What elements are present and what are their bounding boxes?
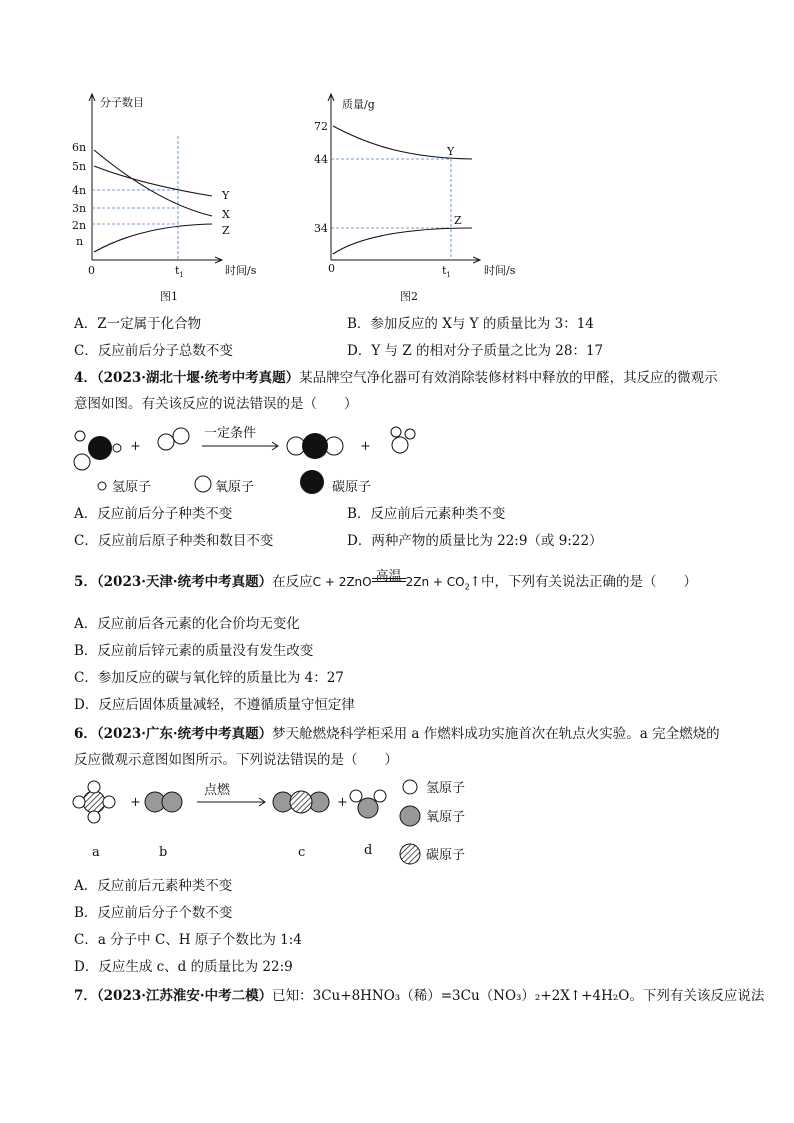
y-tick-label: 2n xyxy=(72,219,87,232)
y-tick-label: 6n xyxy=(72,141,87,154)
curve-label-x: X xyxy=(222,208,230,221)
molecule-label-a: a xyxy=(92,845,100,860)
legend-carbon-label: 碳原子 xyxy=(332,480,372,495)
curve-label-y: Y xyxy=(222,189,230,202)
option-c: C．a 分子中 C、H 原子个数比为 1:4 xyxy=(74,932,302,948)
curve-label-z: Z xyxy=(222,224,230,237)
y-tick-label: 34 xyxy=(314,222,328,235)
oxygen-molecule xyxy=(158,428,189,450)
y-tick-label: 5n xyxy=(72,160,87,173)
question-7-stem: 7．（2023·江苏淮安·中考二模）已知：3Cu+8HNO₃（稀）=3Cu（NO₃）₂+2X↑+4H₂O。下列有关该反应说法 xyxy=(74,988,765,1004)
legend-carbon-icon xyxy=(400,844,420,864)
molecule-label-b: b xyxy=(159,845,168,860)
reaction-condition: 一定条件 xyxy=(204,426,257,441)
carbon-dioxide-molecule xyxy=(273,791,329,813)
curve-x xyxy=(94,150,212,216)
y-axis-label: 质量/g xyxy=(342,98,375,111)
molecule-label-d: d xyxy=(364,843,373,858)
y-tick-label: 4n xyxy=(72,184,87,197)
legend-carbon-label: 碳原子 xyxy=(426,848,466,863)
option-c: C．反应前后原子种类和数目不变 xyxy=(74,533,274,549)
option-d: D．反应后固体质量减轻，不遵循质量守恒定律 xyxy=(74,697,355,713)
option-a: A．反应前后元素种类不变 xyxy=(74,878,233,894)
legend-carbon-icon xyxy=(300,470,324,494)
option-c: C．反应前后分子总数不变 xyxy=(74,343,233,359)
question-source: （2023·广东·统考中考真题） xyxy=(96,726,273,742)
figure-1-caption: 图1 xyxy=(160,290,178,303)
curve-z xyxy=(94,224,212,252)
y-tick-label: 44 xyxy=(314,153,328,166)
curve-label-y: Y xyxy=(447,145,455,158)
legend-oxygen-label: 氧原子 xyxy=(426,810,466,825)
option-b: B．参加反应的 X与 Y 的质量比为 3：14 xyxy=(347,316,594,332)
legend-oxygen-icon xyxy=(400,806,420,826)
question-6-stem: 6．（2023·广东·统考中考真题）梦天舱燃烧科学柜采用 a 作燃料成功实施首次在轨点火实验。a 完全燃烧的 xyxy=(74,726,720,742)
question-source: （2023·天津·统考中考真题） xyxy=(96,574,273,590)
q4-reaction-diagram xyxy=(60,418,500,500)
option-c: C．参加反应的碳与氧化锌的质量比为 4：27 xyxy=(74,670,344,686)
molecule-label-c: c xyxy=(298,845,306,860)
option-b: B．反应前后元素种类不变 xyxy=(347,506,506,522)
y-tick-label: 72 xyxy=(314,120,328,133)
question-source: （2023·江苏淮安·中考二模） xyxy=(96,988,273,1004)
question-4-stem: 4．（2023·湖北十堰·统考中考真题）某品牌空气净化器可有效消除装修材料中释放的甲醛，其反应的微观示 xyxy=(74,370,718,386)
legend-hydrogen-icon xyxy=(403,780,417,794)
oxygen-molecule xyxy=(145,792,182,812)
question-number: 4． xyxy=(74,370,97,386)
question-5-stem: 5．（2023·天津·统考中考真题）在反应C + 2ZnO 高温 $2Zn + CO_2↑$中，下列有关说法正确的是（ ） xyxy=(74,569,697,592)
formaldehyde-molecule xyxy=(74,431,121,470)
carbon-dioxide-molecule xyxy=(287,433,343,459)
option-a: A．Z一定属于化合物 xyxy=(74,316,202,332)
legend-hydrogen-label: 氢原子 xyxy=(112,480,152,495)
question-number: 5． xyxy=(74,574,97,590)
y-tick-label: n xyxy=(76,235,84,248)
methane-molecule xyxy=(73,781,115,823)
plus-sign: + xyxy=(360,439,371,454)
y-tick-label: 3n xyxy=(72,202,87,215)
figure-2-caption: 图2 xyxy=(400,290,418,303)
curve-label-z: Z xyxy=(454,214,462,227)
water-molecule xyxy=(391,427,415,453)
option-d: D．反应生成 c、d 的质量比为 22:9 xyxy=(74,959,293,975)
option-d: D．两种产物的质量比为 22:9（或 9:22） xyxy=(347,533,603,549)
figure-2-chart xyxy=(300,88,550,310)
origin-label: 0 xyxy=(88,264,95,277)
question-number: 6． xyxy=(74,726,97,742)
option-b: B．反应前后分子个数不变 xyxy=(74,905,233,921)
guide-lines xyxy=(331,159,451,260)
question-6-stem-line2: 反应微观示意图如图所示。下列说法错误的是（ ） xyxy=(74,752,398,768)
reaction-condition: 点燃 xyxy=(204,783,231,798)
t1-label: $t_1$ xyxy=(175,264,184,279)
plus-sign: + xyxy=(337,795,348,810)
legend-oxygen-label: 氧原子 xyxy=(215,480,255,495)
legend-hydrogen-label: 氢原子 xyxy=(426,781,466,796)
option-a: A．反应前后分子种类不变 xyxy=(74,506,233,522)
origin-label: 0 xyxy=(328,262,335,275)
question-4-stem-line2: 意图如图。有关该反应的说法错误的是（ ） xyxy=(74,396,358,412)
t1-label: $t_1$ xyxy=(442,264,451,279)
question-number: 7． xyxy=(74,988,97,1004)
option-d: D．Y 与 Z 的相对分子质量之比为 28：17 xyxy=(347,343,604,359)
option-a: A．反应前后各元素的化合价均无变化 xyxy=(74,616,300,632)
plus-sign: + xyxy=(130,439,141,454)
legend-hydrogen-icon xyxy=(98,482,106,490)
reaction-equation: C + 2ZnO 高温 $2Zn + CO_2$ xyxy=(312,569,470,592)
question-source: （2023·湖北十堰·统考中考真题） xyxy=(96,370,300,386)
x-axis-label: 时间/s xyxy=(484,264,516,277)
figure-1-chart xyxy=(60,88,310,310)
option-b: B．反应前后锌元素的质量没有发生改变 xyxy=(74,643,314,659)
legend-oxygen-icon xyxy=(195,476,211,492)
y-axis-label: 分子数目 xyxy=(100,96,144,109)
plus-sign: + xyxy=(130,795,141,810)
water-molecule xyxy=(350,790,386,818)
q6-reaction-diagram xyxy=(62,774,502,874)
x-axis-label: 时间/s xyxy=(225,264,257,277)
